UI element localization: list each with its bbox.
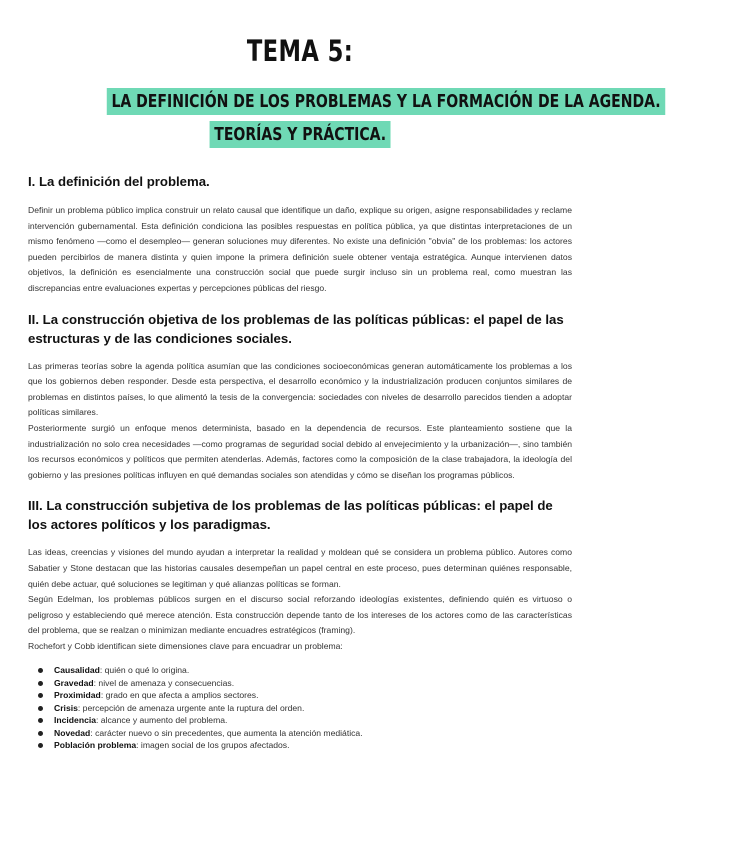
bullet-icon [38, 681, 43, 686]
dimensions-list [28, 664, 572, 752]
subtitle-line-1: LA DEFINICIÓN DE LOS PROBLEMAS Y LA FORMACIÓN DE LA AGENDA. [107, 88, 666, 115]
bullet-icon [38, 668, 43, 673]
list-item: Población problema: imagen social de los grupos afectados. [36, 739, 572, 752]
section-2-heading: II. La construcción objetiva de los problemas de las políticas públicas: el papel de las estructuras y de las condiciones sociales. [28, 311, 564, 346]
list-item: Novedad: carácter nuevo o sin precedentes, que aumenta la atención mediática. [36, 727, 572, 740]
section-2 [28, 310, 572, 484]
subtitle-line-2: TEORÍAS Y PRÁCTICA. [209, 121, 390, 148]
section-1 [28, 172, 572, 297]
section-2-paragraph-1: Las primeras teorías sobre la agenda política asumían que las condiciones socioeconómicas generan automáticamente los problemas a los que los gobiernos deben responder. Desde esta perspectiva, el desarrollo económico y la industrialización producen conjuntos similares de problemas en distintos países, lo que alimentó la tesis de la convergencia: sociedades con niveles de desarrollo parecidos tienden a adoptar políticas similares. [28, 360, 572, 418]
section-3 [28, 496, 572, 752]
section-3-paragraph-3: Rochefort y Cobb identifican siete dimensiones clave para encuadrar un problema: [28, 640, 343, 651]
bullet-icon [38, 743, 43, 748]
section-3-paragraph-1: Las ideas, creencias y visiones del mundo ayudan a interpretar la realidad y moldean qué se considera un problema público. Autores como Sabatier y Stone destacan que las historias causales desempeñan un papel central en este proceso, pues determinan quiénes responsable, quién debe actuar, qué soluciones se legitiman y qué alianzas políticas se forman. [28, 547, 572, 589]
list-item: Gravedad: nivel de amenaza y consecuencias. [36, 677, 572, 690]
page-title: TEMA 5: [246, 34, 354, 68]
section-3-paragraph-2: Según Edelman, los problemas públicos surgen en el discurso social reforzando ideologías existentes, definiendo quién es virtuoso o peligroso y estableciendo qué merece atención. Esta construcción depende tanto de los intereses de los actores como de las características del problema, que se realzan o minimizan mediante encuadres estratégicos (framing). [28, 594, 572, 636]
section-2-paragraph-2: Posteriormente surgió un enfoque menos determinista, basado en la dependencia de recursos. Este planteamiento sostiene que la industrialización no solo crea necesidades —como programas de seguridad social debido al envejecimiento y la urbanización—, sino también los recursos económicos y políticos que permiten atenderlas. Además, factores como la composición de la clase trabajadora, la ideología del gobierno y las presiones políticas influyen en qué demandas sociales son atendidas y cómo se diseñan los programas públicos. [28, 422, 572, 480]
bullet-icon [38, 693, 43, 698]
subtitle-block [28, 88, 661, 148]
bullet-icon [38, 706, 43, 711]
section-1-heading: I. La definición del problema. [28, 174, 210, 189]
list-item: Incidencia: alcance y aumento del problema. [36, 714, 572, 727]
list-item: Crisis: percepción de amenaza urgente ante la ruptura del orden. [36, 702, 572, 715]
list-item: Proximidad: grado en que afecta a amplios sectores. [36, 689, 572, 702]
section-1-paragraph-1: Definir un problema público implica construir un relato causal que identifique un daño, explique su origen, asigne responsabilidades y reclame intervención gubernamental. Esta definición condiciona las posibles respuestas en política pública, ya que distintas interpretaciones de un mismo fenómeno —como el desempleo— generan soluciones muy diferentes. No existe una definición "obvia" de los problemas: los actores pueden percibirlos de manera distinta y quien impone la primera definición suele obtener ventaja estratégica. Aunque intervienen datos objetivos, la definición es esencialmente una construcción social que puede surgir incluso sin un problema real, como muestran las discrepancias entre evaluaciones expertas y percepciones públicas del riesgo. [28, 205, 572, 293]
list-item: Causalidad: quién o qué lo origina. [36, 664, 572, 677]
bullet-icon [38, 731, 43, 736]
bullet-icon [38, 718, 43, 723]
section-3-heading: III. La construcción subjetiva de los problemas de las políticas públicas: el papel de los actores políticos y los paradigmas. [28, 498, 553, 533]
